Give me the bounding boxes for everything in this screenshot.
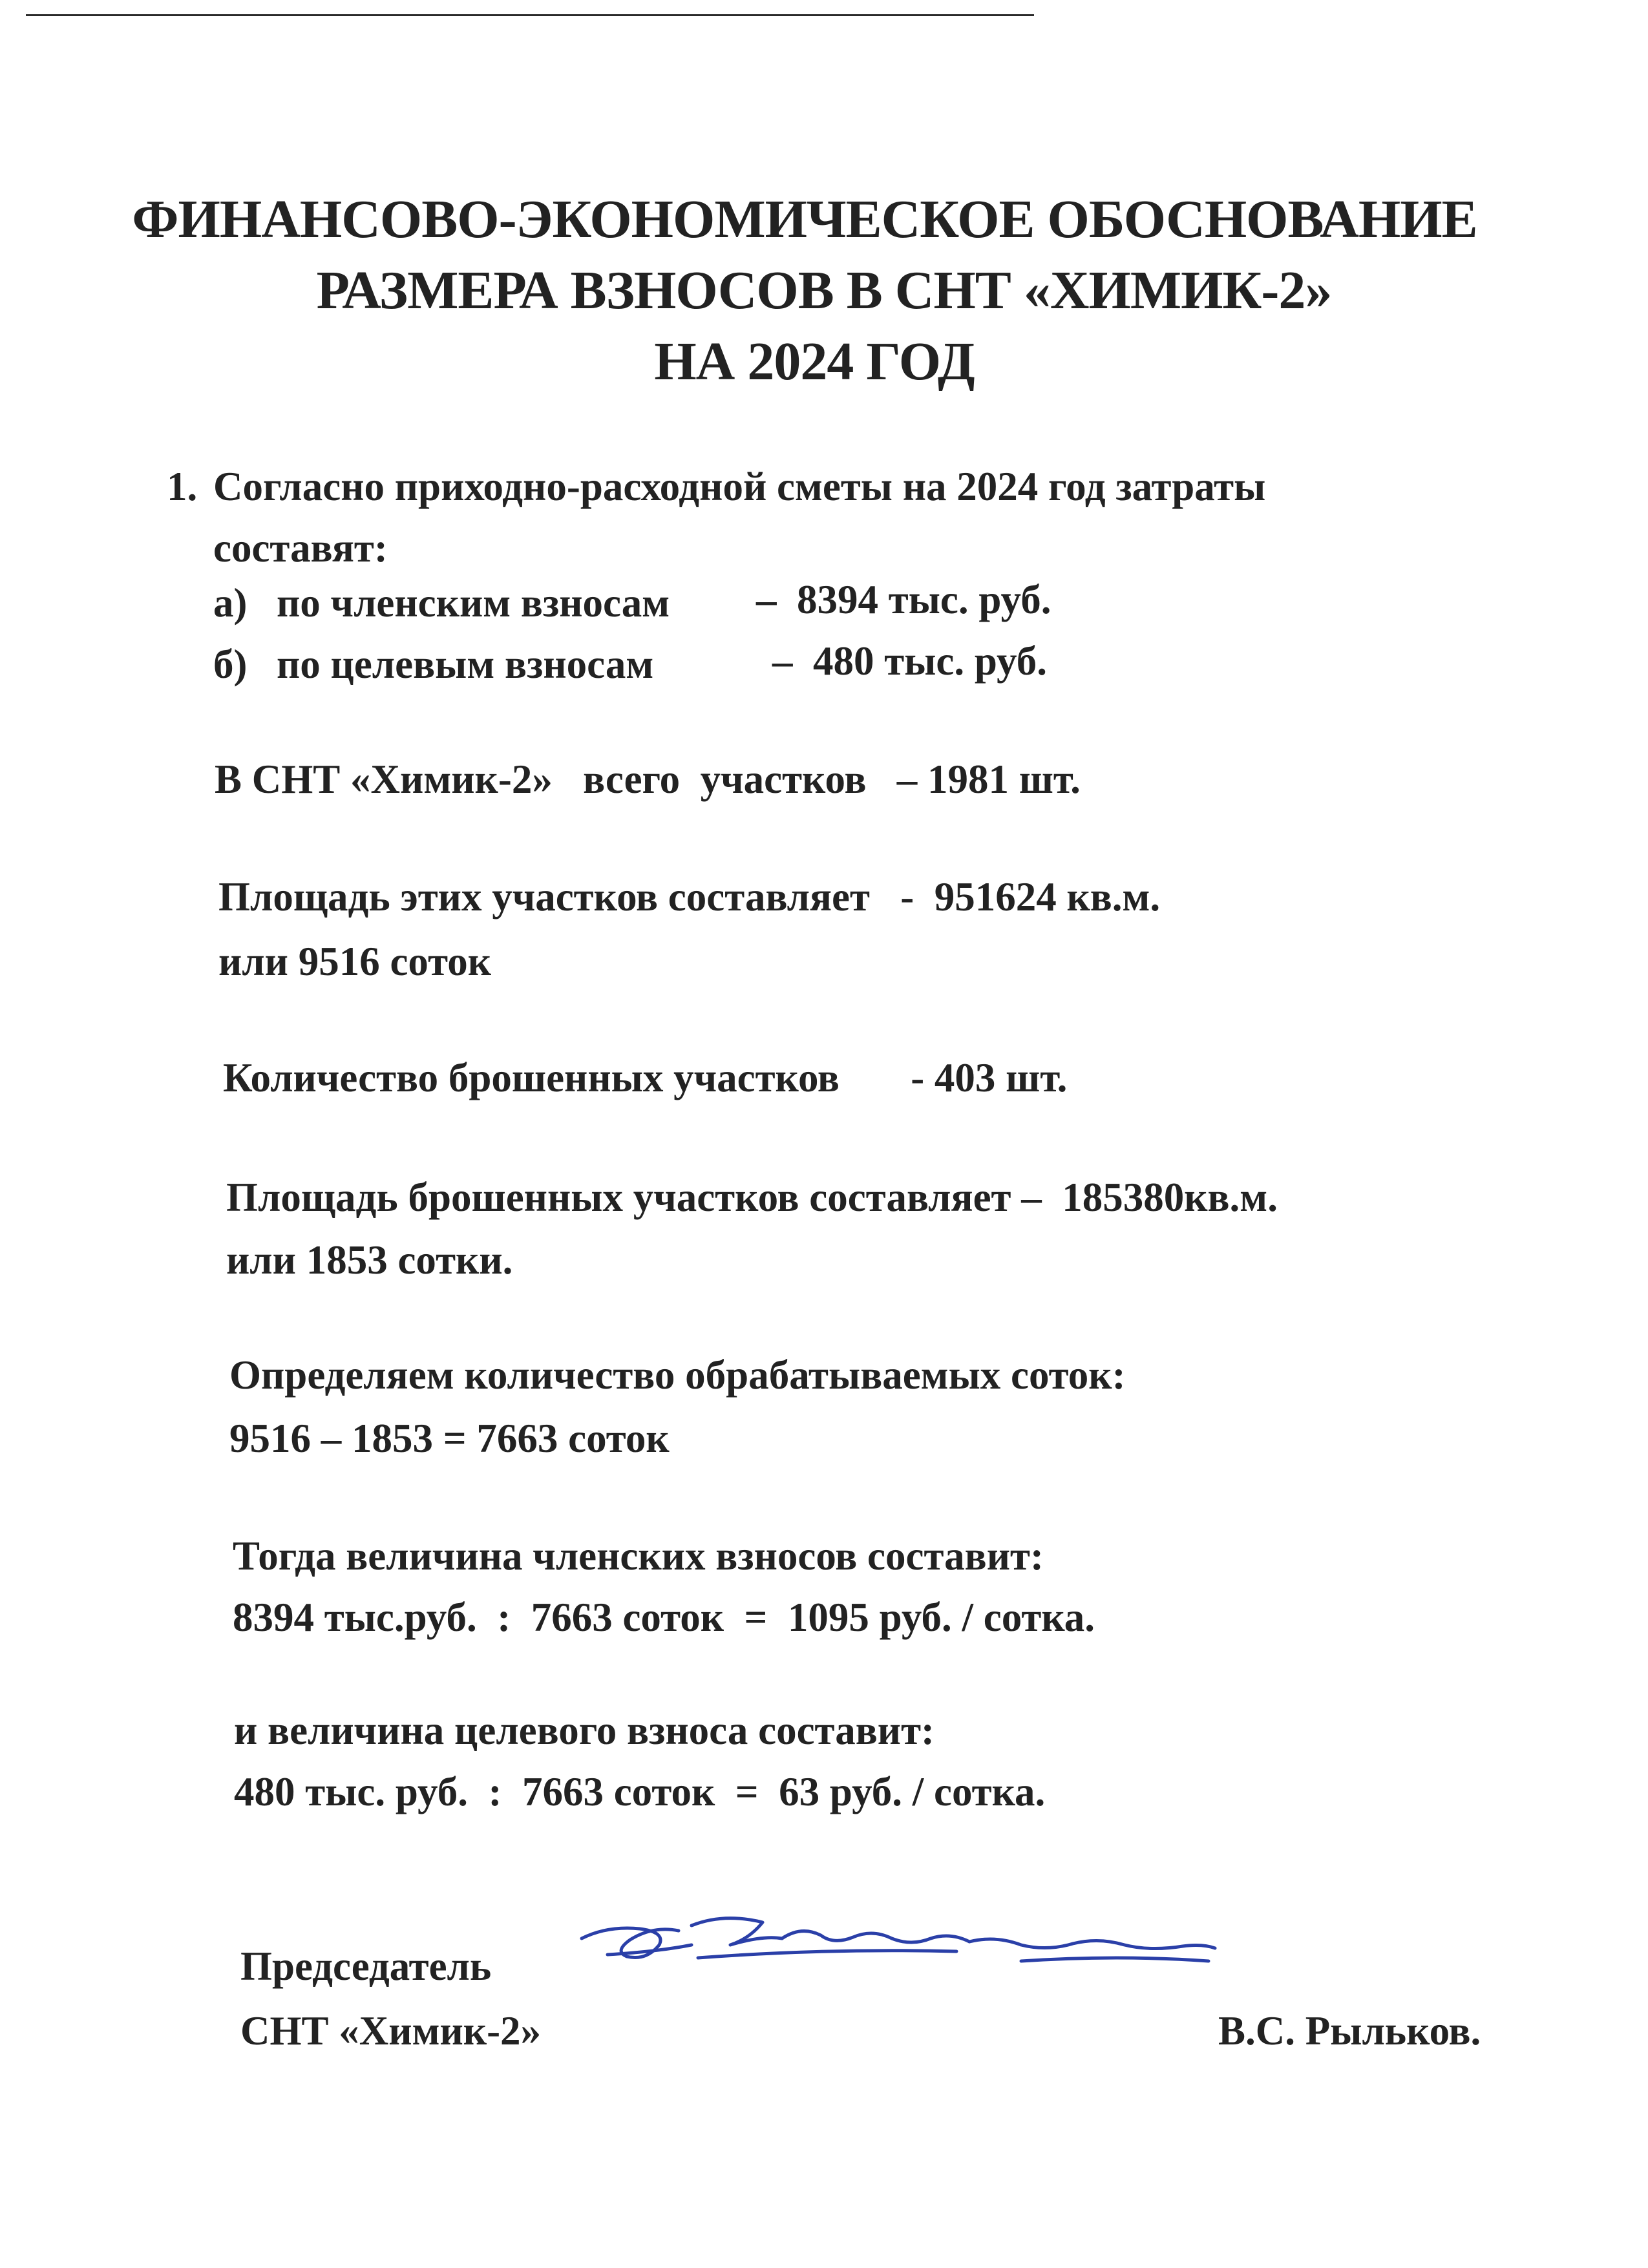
sub-a-value: – 8394 тыс. руб. bbox=[756, 577, 1051, 622]
document-title bbox=[0, 184, 1648, 397]
sub-b-value: – 480 тыс. руб. bbox=[772, 638, 1047, 684]
title-line-2: РАЗМЕРА ВЗНОСОВ В СНТ «ХИМИК-2» bbox=[316, 260, 1332, 320]
handwritten-signature bbox=[569, 1900, 1228, 1990]
area-line-1: Площадь этих участков составляет - 951624 кв.м. bbox=[218, 874, 1161, 919]
abandoned-count-line: Количество брошенных участков - 403 шт. bbox=[223, 1055, 1068, 1100]
title-line-3: НА 2024 ГОД bbox=[654, 331, 975, 392]
total-plots-line: В СНТ «Химик-2» всего участков – 1981 шт. bbox=[215, 757, 1081, 802]
sub-b-label: по целевым взносам bbox=[277, 642, 654, 687]
area-line-2: или 9516 соток bbox=[218, 939, 491, 984]
membership-calc: 8394 тыс.руб. : 7663 соток = 1095 руб. / сотка. bbox=[233, 1595, 1095, 1640]
signatory-position-line-1: Председатель bbox=[240, 1944, 492, 1989]
membership-heading: Тогда величина членских взносов составит: bbox=[233, 1533, 1044, 1579]
sub-b-marker: б) bbox=[213, 642, 248, 687]
sub-a-label: по членским взносам bbox=[277, 580, 670, 625]
signatory-position-line-2: СНТ «Химик-2» bbox=[240, 2008, 542, 2053]
item-1-number: 1. bbox=[167, 464, 198, 509]
item-1-intro-line-2: составят: bbox=[213, 525, 388, 571]
signatory-name: В.С. Рыльков. bbox=[1218, 2008, 1481, 2053]
cultivated-heading: Определяем количество обрабатываемых соток: bbox=[229, 1352, 1126, 1398]
sub-a-marker: а) bbox=[213, 580, 248, 625]
target-calc: 480 тыс. руб. : 7663 соток = 63 руб. / сотка. bbox=[234, 1769, 1046, 1814]
cultivated-calc: 9516 – 1853 = 7663 соток bbox=[229, 1416, 670, 1461]
target-heading: и величина целевого взноса составит: bbox=[234, 1708, 935, 1753]
item-1-intro-line-1: Согласно приходно-расходной сметы на 2024 год затраты bbox=[213, 464, 1266, 509]
abandoned-area-line-2: или 1853 сотки. bbox=[226, 1237, 513, 1283]
title-line-1: ФИНАНСОВО-ЭКОНОМИЧЕСКОЕ ОБОСНОВАНИЕ bbox=[132, 189, 1477, 249]
abandoned-area-line-1: Площадь брошенных участков составляет – 185380кв.м. bbox=[226, 1175, 1278, 1220]
scan-edge-line bbox=[26, 14, 1034, 16]
